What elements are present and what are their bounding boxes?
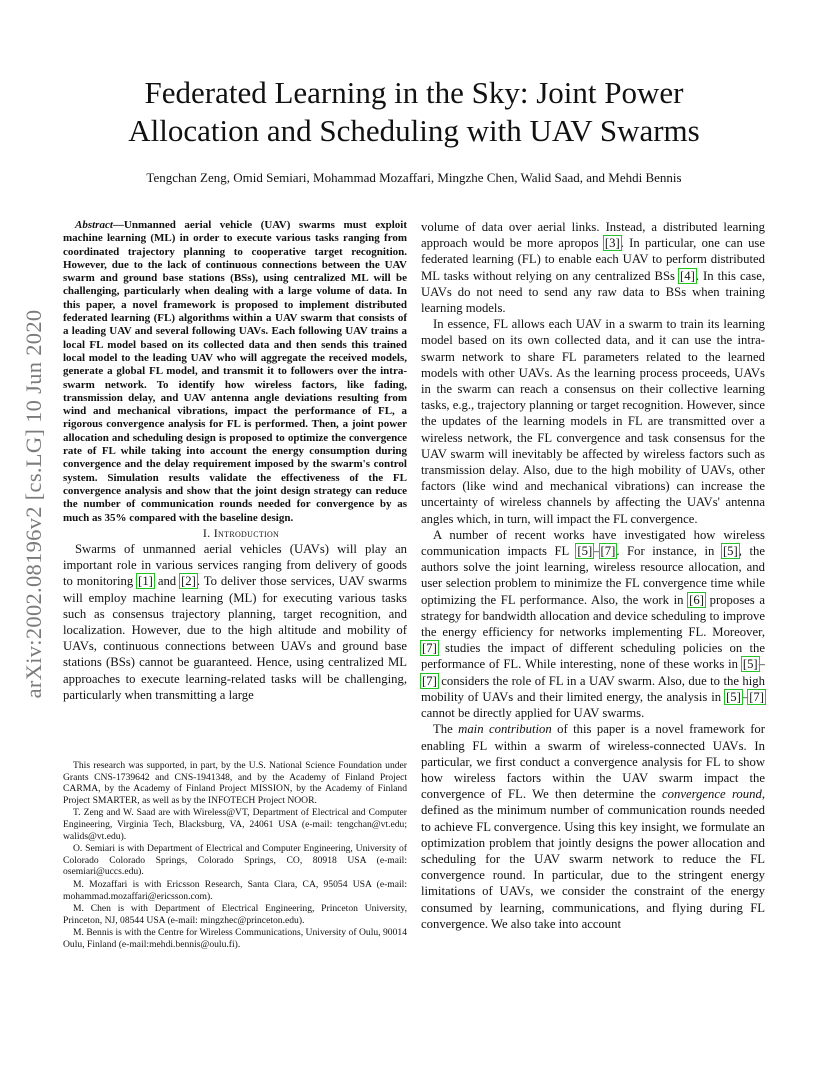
right-p1-text-a: volume of data over aerial links. Instead, a distributed learning approach would be more apropos xyxy=(421,220,765,251)
footnotes xyxy=(63,760,407,952)
footnote-zeng-saad: T. Zeng and W. Saad are with Wireless@VT, Department of Electrical and Computer Engineering, Virginia Tech, Blacksburg, VA, 24061 USA (e-mail: tengchan@vt.edu; walids@vt.edu). xyxy=(63,807,407,842)
intro-text-c: . To deliver those services, UAV swarms will employ machine learning (ML) for executing various tasks such as consensus trajectory planning, target recognition, and localization. However, due to the high altitude and mobility of UAVs, continuous connections between UAVs and ground base stations (BSs) cannot be guaranteed. Hence, using centralized ML approaches to execute learning-related tasks will be challenging, particularly when transmitting a large xyxy=(63,574,407,702)
paper-title xyxy=(60,74,768,150)
citation-link-1[interactable]: [1] xyxy=(138,574,153,589)
abstract-lead: Abstract xyxy=(75,219,113,231)
footnote-mozaffari: M. Mozaffari is with Ericsson Research, Santa Clara, CA, 95054 USA (e-mail: mohammad.mozaffari@ericsson.com). xyxy=(63,878,407,902)
right-p3-text-d: proposes a strategy for bandwidth allocation and device scheduling to improve the energy efficiency for networks implementing FL. Moreover, xyxy=(421,592,765,640)
citation-link-3[interactable]: [3] xyxy=(604,236,620,251)
right-p1-text-c: . In this case, UAVs do not need to send any raw data to BSs when training learning models. xyxy=(421,268,766,316)
title-line-1: Federated Learning in the Sky: Joint Power xyxy=(144,75,684,110)
citation-link-7[interactable]: [7] xyxy=(600,544,616,559)
right-paragraph-3 xyxy=(421,527,765,721)
right-paragraph-2: In essence, FL allows each UAV in a swarm to train its learning model based on its own collected data, and it can use the intra-swarm network to share FL parameters related to the learned models with other UAVs. As the learning process proceeds, UAVs in the swarm can reach a consensus on their collective learning tasks, e.g., trajectory planning or target recognition. However, since the updates of the learning models in FL are transmitted over a wireless network, the FL convergence and task consensus for the UAV swarm will inevitably be affected by wireless factors such as transmission delay. Also, due to the high mobility of UAVs, other factors (like wind and mechanical vibrations) can increase the uncertainty of wireless channels by affecting the UAVs' antenna angles which, in turn, will impact the FL convergence. xyxy=(421,317,765,526)
citation-link-4[interactable]: [4] xyxy=(680,268,695,283)
footnote-semiari: O. Semiari is with Department of Electrical and Computer Engineering, University of Colorado Colorado Springs, Colorado Springs, CO, 80918 USA (e-mail: osemiari@uccs.edu). xyxy=(63,843,407,878)
citation-link-5d[interactable]: [5] xyxy=(726,689,741,704)
title-line-2: Allocation and Scheduling with UAV Swarms xyxy=(128,113,700,148)
abstract xyxy=(63,219,407,525)
left-column xyxy=(63,219,407,703)
right-column xyxy=(421,219,765,932)
right-p3-text-e: studies the impact of different scheduling policies on the performance of FL. While interesting, none of these works in xyxy=(421,641,765,672)
footnote-chen: M. Chen is with Department of Electrical Engineering, Princeton University, Princeton, NJ, 08544 USA (e-mail: mingzhec@princeton.edu). xyxy=(63,903,407,926)
citation-link-5[interactable]: [5] xyxy=(577,544,593,559)
footnote-bennis: M. Bennis is with the Centre for Wireless Communications, University of Oulu, 90014 Oulu, Finland (e-mail:mehdi.bennis@oulu.fi). xyxy=(63,927,407,950)
citation-link-7d[interactable]: [7] xyxy=(749,689,764,704)
right-p3-text-c: , the authors solve the joint learning, wireless resource allocation, and user selection problem to minimize the FL convergence time while optimizing the FL performance. Also, the work in xyxy=(421,544,765,607)
emphasis-main-contribution: main contribution xyxy=(458,722,552,737)
citation-link-7b[interactable]: [7] xyxy=(422,641,437,656)
citation-dash-3: – xyxy=(741,689,749,704)
right-p1-text-b: . In particular, one can use federated learning (FL) to enable each UAV to perform distributed ML tasks without relying on any centralized BSs xyxy=(421,236,765,283)
right-paragraph-4 xyxy=(421,721,765,932)
right-p4-text-a: The xyxy=(433,722,459,737)
citation-link-6[interactable]: [6] xyxy=(689,592,704,607)
right-p4-text-c: , defined as the minimum number of communication rounds needed to achieve FL convergence. Using this key insight, we formulate an optimization problem that jointly designs the power allocation and scheduling for the UAV swarm network to reduce the FL convergence round. In particular, due to the stringent energy limitations of UAVs, we consider the constraint of the energy consumed by learning, communications, and flying during FL convergence. We also take into account xyxy=(421,787,765,931)
right-p3-text-f: considers the role of FL in a UAV swarm. Also, due to the high mobility of UAVs and their limited energy, the analysis in xyxy=(421,673,765,704)
intro-paragraph-1 xyxy=(63,541,407,703)
right-p3-text-b: . For instance, in xyxy=(616,544,722,559)
right-p3-text-g: cannot be directly applied for UAV swarms. xyxy=(421,706,645,721)
arxiv-identifier-sidebar xyxy=(10,288,58,720)
section-number: I. xyxy=(202,525,211,540)
citation-link-5c[interactable]: [5] xyxy=(742,657,758,672)
section-title: Introduction xyxy=(213,525,280,540)
intro-text-a: Swarms of unmanned aerial vehicles (UAVs) will play an important role in various services ranging from delivery of goods to monitoring xyxy=(63,542,407,589)
section-heading-introduction xyxy=(63,525,407,541)
citation-dash: – xyxy=(593,544,600,559)
citation-link-2[interactable]: [2] xyxy=(181,574,196,589)
citation-link-7c[interactable]: [7] xyxy=(422,673,437,688)
citation-link-5b[interactable]: [5] xyxy=(722,544,738,559)
right-p4-text-b: of this paper is a novel framework for enabling FL within a swarm of wireless-connected UAVs. In particular, we first conduct a convergence analysis for FL to show how wireless factors within the UAV swarm impact the convergence of FL. We then determine the xyxy=(421,722,766,802)
author-list: Tengchan Zeng, Omid Semiari, Mohammad Mozaffari, Mingzhe Chen, Walid Saad, and Mehdi Bennis xyxy=(146,170,682,185)
right-p3-text-a: A number of recent works have investigated how wireless communication impacts FL xyxy=(421,527,765,559)
footnote-funding: This research was supported, in part, by the U.S. National Science Foundation under Grants CNS-1739642 and CNS-1941348, and by the Academy of Finland Project CARMA, by the Academy of Finland Project MISSION, by the Academy of Finland Project SMARTER, as well as by the INFOTECH Project NOOR. xyxy=(63,760,407,806)
abstract-text: —Unmanned aerial vehicle (UAV) swarms must exploit machine learning (ML) in order to execute various tasks ranging from coordinated trajectory planning to cooperative target recognition. However, due to the lack of continuous connections between the UAV swarm and ground base stations (BSs), using centralized ML will be challenging, particularly when dealing with a large volume of data. In this paper, a novel framework is proposed to implement distributed federated learning (FL) algorithms within a UAV swarm that consists of a leading UAV and several following UAVs. Each following UAV trains a local FL model based on its collected data and then sends this trained local model to the leading UAV who will aggregate the received models, generate a global FL model, and transmit it to followers over the intra-swarm network. To identify how wireless factors, like fading, transmission delay, and UAV antenna angle deviations resulting from wind and mechanical vibrations, impact the performance of FL, a rigorous convergence analysis for FL is performed. Then, a joint power allocation and scheduling design is proposed to optimize the convergence rate of FL while taking into account the energy consumption during convergence and the delay requirement imposed by the swarm's control system. Simulation results validate the effectiveness of the FL convergence analysis and show that the joint design strategy can reduce the number of communication rounds needed for convergence by as much as 35% compared with the baseline design. xyxy=(63,219,407,524)
intro-text-b: and xyxy=(153,574,181,589)
right-paragraph-1 xyxy=(421,219,765,316)
citation-dash-2: – xyxy=(758,657,765,672)
emphasis-convergence-round: convergence round xyxy=(662,787,762,802)
arxiv-identifier-text: arXiv:2002.08196v2 [cs.LG] 10 Jun 2020 xyxy=(21,309,46,699)
